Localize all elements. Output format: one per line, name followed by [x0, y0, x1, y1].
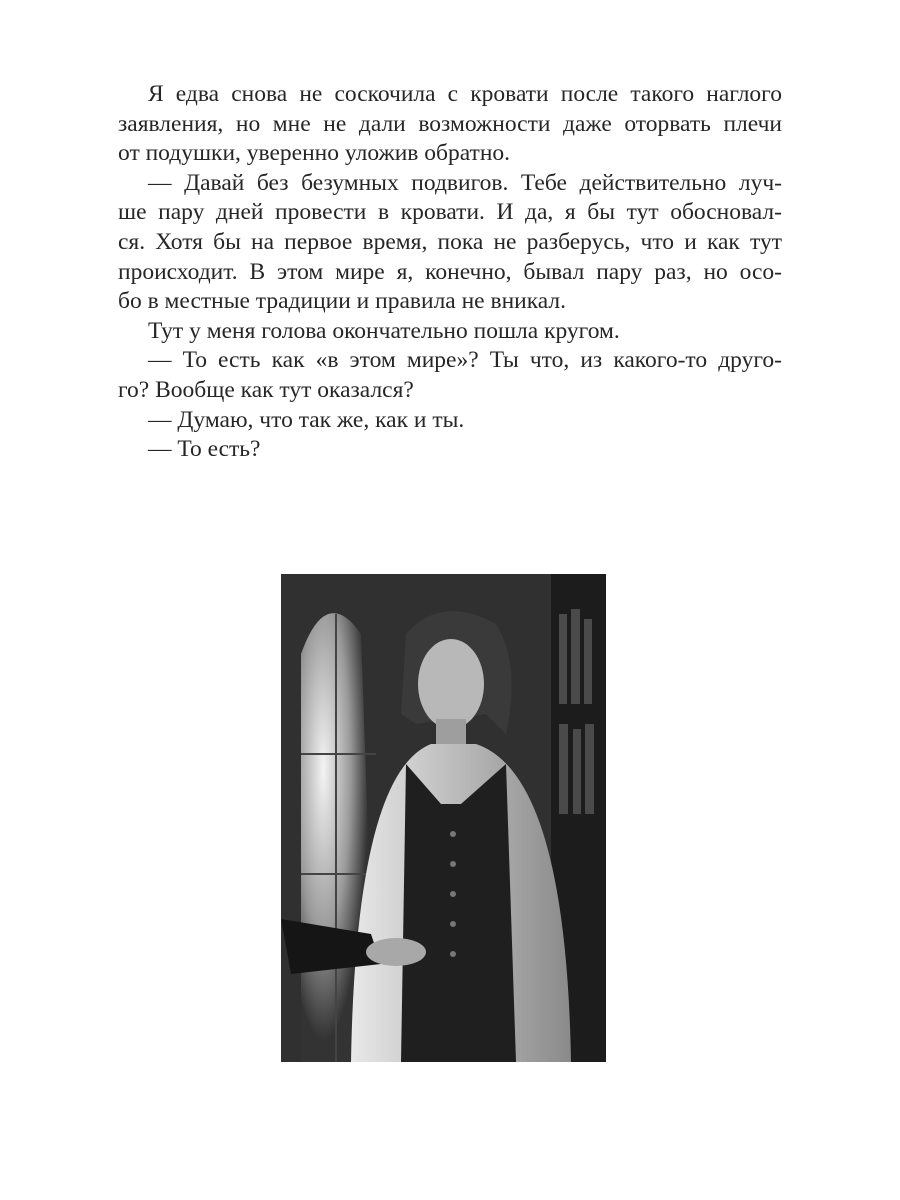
page-text [118, 80, 782, 465]
text-line: — То есть? [148, 436, 261, 463]
text-line: Тут у меня голова окончательно пошла кругом. [148, 317, 620, 344]
illustration-drawing [281, 574, 606, 1062]
text-line: Я едва снова не соскочила с кровати после такого наглого [148, 81, 782, 107]
text-line: — Думаю, что так же, как и ты. [148, 406, 465, 433]
text-line: — То есть как «в этом мире»? Ты что, из какого-то друго- [148, 347, 782, 374]
text-line: происходит. В этом мире я, конечно, бывал пару раз, но осо- [118, 258, 782, 285]
text-line: от подушки, уверенно уложив обратно. [118, 140, 511, 167]
text-line: заявления, но мне не дали возможности даже оторвать плечи [118, 110, 782, 137]
text-line: — Давай без безумных подвигов. Тебе действительно луч- [148, 169, 782, 196]
text-line: бо в местные традиции и правила не вникал. [118, 288, 567, 315]
text-line: го? Вообще как тут оказался? [118, 376, 414, 403]
text-line: ся. Хотя бы на первое время, пока не разберусь, что и как тут [118, 228, 782, 255]
illustration-man-with-book [281, 574, 606, 1062]
text-line: ше пару дней провести в кровати. И да, я бы тут обосновал- [118, 199, 782, 226]
